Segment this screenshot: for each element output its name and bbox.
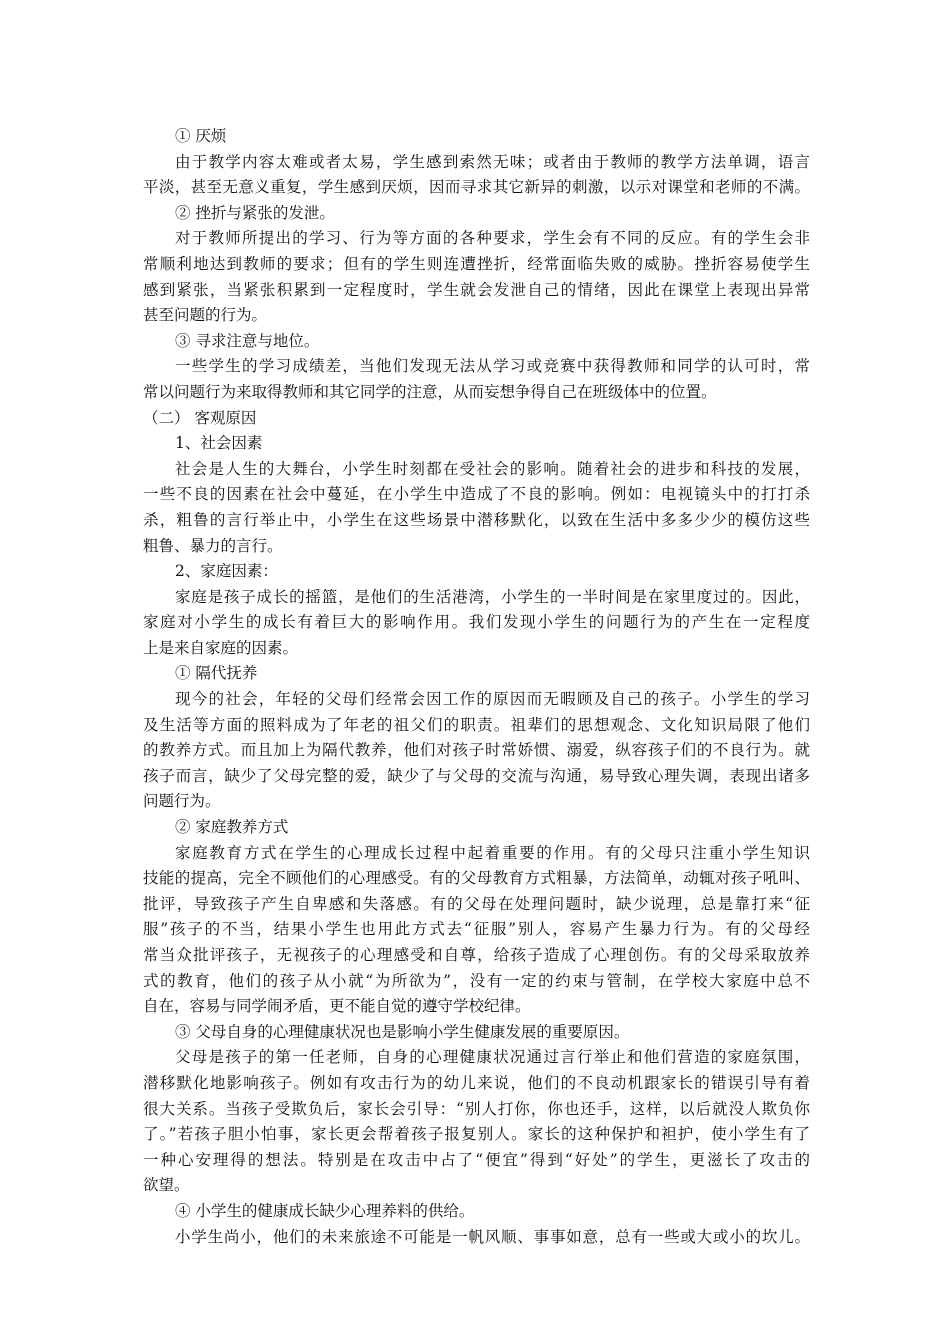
text-line: 常当众批评孩子，无视孩子的心理感受和自尊，给孩子造成了心理创伤。有的父母采取放养 <box>143 946 810 964</box>
text-line: 了。”若孩子胆小怕事，家长更会帮着孩子报复别人。家长的这种保护和袒护，使小学生有了 <box>143 1125 810 1144</box>
text-line: 2、家庭因素： <box>175 562 278 581</box>
text-line: 上是来自家庭的因素。 <box>143 638 299 657</box>
text-line: 常以问题行为来取得教师和其它同学的注意，从而妄想争得自己在班级体中的位置。 <box>143 382 717 401</box>
text-line: 的教养方式。而且加上为隔代教养，他们对孩子时常娇惯、溺爱，纵容孩子们的不良行为。就 <box>143 741 810 760</box>
text-line: 式的教育，他们的孩子从小就“为所欲为”，没有一定的约束与管制，在学校大家庭中总不 <box>143 971 810 990</box>
text-line: 技能的提高，完全不顾他们的心理感受。有的父母教育方式粗暴，方法简单，动辄对孩子吼叫、 <box>143 869 810 888</box>
text-line: 社会是人生的大舞台，小学生时刻都在受社会的影响。随着社会的进步和科技的发展， <box>175 459 810 478</box>
text-line: ③ 寻求注意与地位。 <box>175 331 320 350</box>
text-line: 自在，容易与同学闹矛盾，更不能自觉的遵守学校纪律。 <box>143 997 531 1016</box>
text-line: 一些不良的因素在社会中蔓延，在小学生中造成了不良的影响。例如：电视镜头中的打打杀 <box>143 485 810 504</box>
text-line: ④ 小学生的健康成长缺少心理养料的供给。 <box>175 1201 475 1220</box>
text-line: 粗鲁、暴力的言行。 <box>143 536 283 555</box>
text-line: 及生活等方面的照料成为了年老的祖父们的职责。祖辈们的思想观念、文化知识局限了他们 <box>143 715 810 734</box>
text-line: ① 厌烦 <box>175 127 227 145</box>
text-line: ② 家庭教养方式 <box>175 818 289 837</box>
text-line: 一些学生的学习成绩差，当他们发现无法从学习或竞赛中获得教师和同学的认可时，常 <box>175 357 810 376</box>
text-line: 很大关系。当孩子受欺负后，家长会引导：“别人打你，你也还手，这样，以后就没人欺负你 <box>143 1099 810 1118</box>
text-line: 父母是孩子的第一任老师，自身的心理健康状况通过言行举止和他们营造的家庭氛围， <box>175 1048 810 1067</box>
text-line: 家庭对小学生的成长有着巨大的影响作用。我们发现小学生的问题行为的产生在一定程度 <box>143 613 810 632</box>
text-line: 平淡，甚至无意义重复，学生感到厌烦，因而寻求其它新异的刺激，以示对课堂和老师的不满。 <box>143 178 810 197</box>
text-line: 一种心安理得的想法。特别是在攻击中占了“便宜”得到“好处”的学生，更滋长了攻击的 <box>143 1150 810 1169</box>
text-line: 批评，导致孩子产生自卑感和失落感。有的父母在处理问题时，缺少说理，总是靠打来“征 <box>143 894 810 913</box>
text-line: 甚至问题的行为。 <box>143 306 268 325</box>
text-line: 孩子而言，缺少了父母完整的爱，缺少了与父母的交流与沟通，易导致心理失调，表现出诸多 <box>143 766 810 785</box>
document-page <box>143 124 810 1250</box>
text-line: 常顺利地达到教师的要求；但有的学生则连遭挫折，经常面临失败的威胁。挫折容易使学生 <box>143 254 810 273</box>
text-line: 欲望。 <box>143 1176 190 1195</box>
text-line: ② 挫折与紧张的发泄。 <box>175 203 335 222</box>
text-line: 问题行为。 <box>143 792 221 811</box>
text-line: （二） 客观原因 <box>143 408 257 427</box>
text-line: 服”孩子的不当，结果小学生也用此方式去“征服”别人，容易产生暴力行为。有的父母经 <box>143 920 810 939</box>
text-line: 现今的社会，年轻的父母们经常会因工作的原因而无暇顾及自己的孩子。小学生的学习 <box>175 690 810 709</box>
text-line: 由于教学内容太难或者太易，学生感到索然无味；或者由于教师的教学方法单调，语言 <box>175 152 810 171</box>
text-line: 潜移默化地影响孩子。例如有攻击行为的幼儿来说，他们的不良动机跟家长的错误引导有着 <box>143 1073 810 1092</box>
text-line: ③ 父母自身的心理健康状况也是影响小学生健康发展的重要原因。 <box>175 1022 630 1041</box>
text-line: 感到紧张，当紧张积累到一定程度时，学生就会发泄自己的情绪，因此在课堂上表现出异常 <box>143 280 810 299</box>
text-line: ① 隔代抚养 <box>175 664 258 683</box>
text-line: 对于教师所提出的学习、行为等方面的各种要求，学生会有不同的反应。有的学生会非 <box>175 229 810 248</box>
text-line: 小学生尚小，他们的未来旅途不可能是一帆风顺、事事如意，总有一些或大或小的坎儿。 <box>175 1227 810 1246</box>
text-line: 家庭是孩子成长的摇篮，是他们的生活港湾，小学生的一半时间是在家里度过的。因此， <box>175 587 810 606</box>
text-line: 杀，粗鲁的言行举止中，小学生在这些场景中潜移默化，以致在生活中多多少少的模仿这些 <box>143 510 810 529</box>
text-line: 1、社会因素 <box>175 434 263 453</box>
text-line: 家庭教育方式在学生的心理成长过程中起着重要的作用。有的父母只注重小学生知识 <box>175 843 810 862</box>
